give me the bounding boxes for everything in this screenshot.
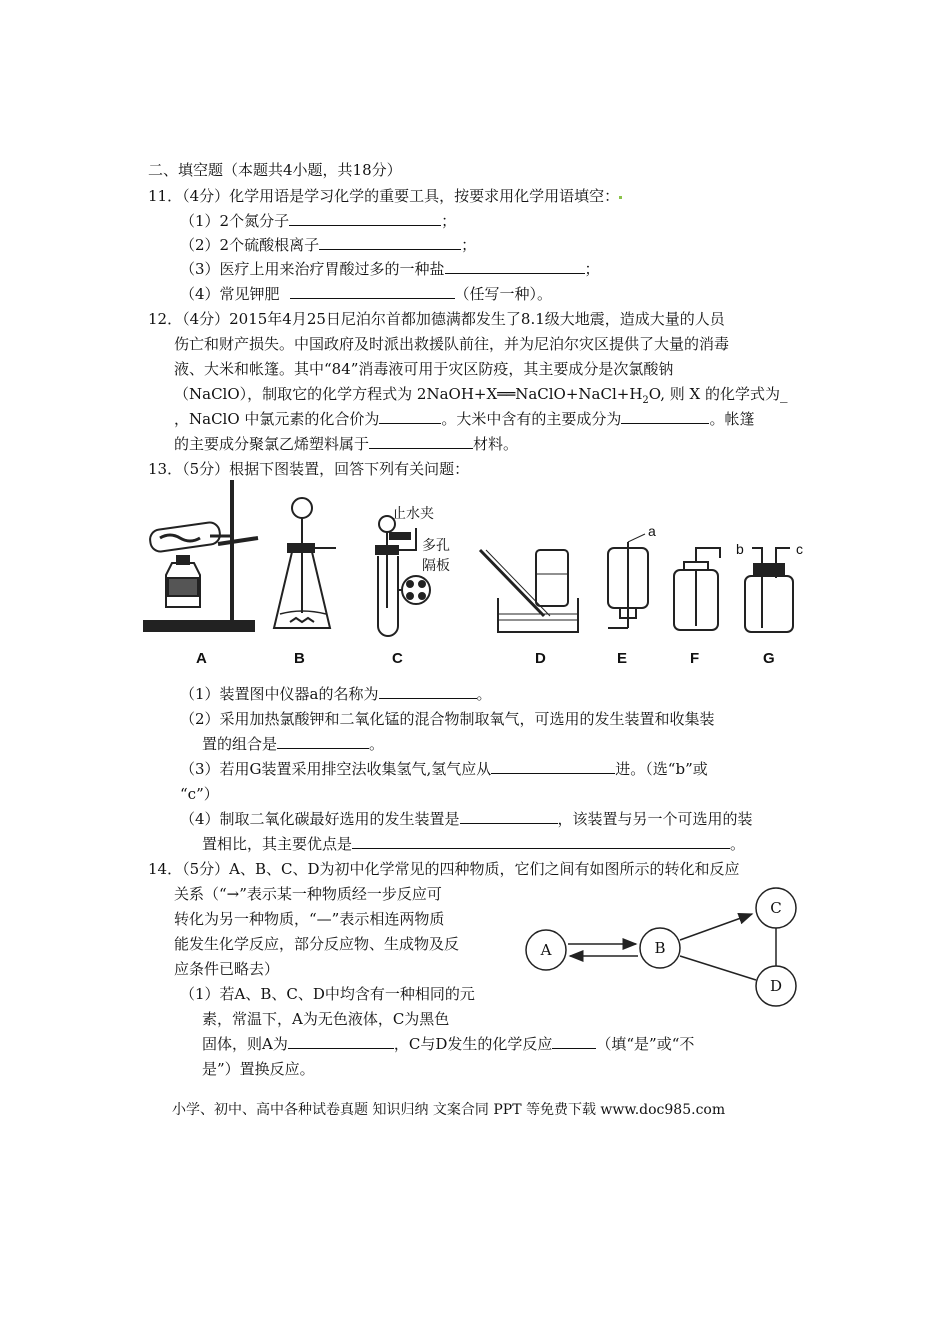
caption-a: A <box>196 650 207 667</box>
q13-part3: （3）若用G装置采用排空法收集氢气,氢气应从 进。（选“b”或 <box>180 760 708 778</box>
line-b-d <box>680 956 756 980</box>
q12-line1: 12．（4分）2015年4月25日尼泊尔首都加德满都发生了8.1级大地震，造成大量的人员 <box>148 310 725 328</box>
node-a-label: A <box>540 941 552 959</box>
label-clamp: 止水夹 <box>392 505 434 521</box>
stray-dot <box>619 196 622 199</box>
node-d-label: D <box>769 977 783 995</box>
apparatus-g <box>745 548 793 632</box>
q12-line6: 的主要成分聚氯乙烯塑料属于 材料。 <box>174 435 519 453</box>
answer-blank[interactable] <box>445 259 585 274</box>
q11-part4: （4）常见钾肥 （任写一种）。 <box>180 285 553 303</box>
answer-blank[interactable] <box>491 759 615 774</box>
q11-part3: （3）医疗上用来治疗胃酸过多的一种盐 ； <box>180 260 600 278</box>
caption-b: B <box>294 650 305 667</box>
node-b-label: B <box>654 939 666 957</box>
q12-line5: ，NaClO 中氯元素的化合价为 。大米中含有的主要成分为 。帐篷 <box>174 410 755 428</box>
node-c-label: C <box>770 899 782 917</box>
answer-blank[interactable] <box>288 1034 394 1049</box>
answer-blank[interactable] <box>379 684 477 699</box>
q14-part1: （1）若A、B、C、D中均含有一种相同的元 <box>180 985 475 1003</box>
section-title: 二、填空题（本题共4小题，共18分） <box>148 161 402 179</box>
apparatus-d <box>480 550 578 632</box>
answer-blank[interactable] <box>621 409 709 424</box>
apparatus-c <box>376 516 430 636</box>
answer-blank[interactable] <box>460 809 558 824</box>
q14-line5: 应条件已略去） <box>174 960 280 978</box>
q14-part1-line3: 固体，则A为 ，C与D发生的化学反应 （填“是”或“不 <box>202 1035 695 1053</box>
page-footer: 小学、初中、高中各种试卷真题 知识归纳 文案合同 PPT 等免费下载 www.doc985.com <box>172 1102 726 1118</box>
q13-part3-cont: “c”） <box>180 785 219 803</box>
caption-c: C <box>392 650 403 667</box>
apparatus-b <box>274 498 336 628</box>
q12-line3: 液、大米和帐篷。其中“84”消毒液可用于灾区防疫，其主要成分是次氯酸钠 <box>174 360 674 378</box>
relation-diagram <box>520 882 820 1012</box>
q14-line2: 关系（“→”表示某一种物质经一步反应可 <box>174 885 442 903</box>
q14-part1-line4: 是”）置换反应。 <box>202 1060 315 1078</box>
label-b: b <box>736 541 744 557</box>
caption-e: E <box>617 650 628 667</box>
q11-stem: 11．（4分）化学用语是学习化学的重要工具，按要求用化学用语填空： <box>148 186 622 206</box>
label-porous-1: 多孔 <box>422 537 450 553</box>
caption-g: G <box>763 650 775 667</box>
lab-apparatus-figure <box>140 478 820 648</box>
apparatus-a <box>144 480 258 631</box>
caption-d: D <box>535 650 546 667</box>
q14-part1-line2: 素，常温下，A为无色液体，C为黑色 <box>202 1010 450 1028</box>
caption-f: F <box>690 650 700 667</box>
answer-blank[interactable] <box>277 734 369 749</box>
label-a: a <box>648 523 656 539</box>
q13-stem: 13．（5分）根据下图装置，回答下列有关问题： <box>148 460 470 478</box>
answer-blank[interactable] <box>552 1034 596 1049</box>
q13-part4: （4）制取二氧化碳最好选用的发生装置是 ，该装置与另一个可选用的装 <box>180 810 753 828</box>
q13-part2: （2）采用加热氯酸钾和二氧化锰的混合物制取氧气，可选用的发生装置和收集装 <box>180 710 715 728</box>
q13-part1: （1）装置图中仪器a的名称为 。 <box>180 685 492 703</box>
arrow-b-to-c <box>680 914 752 940</box>
label-c: c <box>796 541 803 557</box>
q13-part2-cont: 置的组合是 。 <box>202 735 385 753</box>
q14-line4: 能发生化学反应，部分反应物、生成物及反 <box>174 935 460 953</box>
apparatus-e <box>608 534 648 628</box>
answer-blank[interactable] <box>352 834 730 849</box>
q11-part1: （1）2个氮分子 ； <box>180 212 457 230</box>
q14-line1: 14．（5分）A、B、C、D为初中化学常见的四种物质，它们之间有如图所示的转化和反应 <box>148 860 740 878</box>
answer-blank[interactable] <box>319 235 461 250</box>
answer-blank[interactable] <box>289 211 441 226</box>
q14-line3: 转化为另一种物质，“—”表示相连两物质 <box>174 910 445 928</box>
apparatus-f <box>674 548 720 630</box>
label-porous-2: 隔板 <box>422 557 450 573</box>
q11-part2: （2）2个硫酸根离子 ； <box>180 236 477 254</box>
q12-line4: （NaClO），制取它的化学方程式为 $2NaOH+X══NaClO+NaCl+H_2O$, 则 X 的化学式为_ <box>174 385 788 406</box>
answer-blank[interactable] <box>290 284 455 299</box>
q13-part4-cont: 置相比，其主要优点是 。 <box>202 835 746 853</box>
answer-blank[interactable] <box>379 409 441 424</box>
q12-line2: 伤亡和财产损失。中国政府及时派出救援队前往，并为尼泊尔灾区提供了大量的消毒 <box>174 335 730 353</box>
answer-blank[interactable] <box>369 434 473 449</box>
